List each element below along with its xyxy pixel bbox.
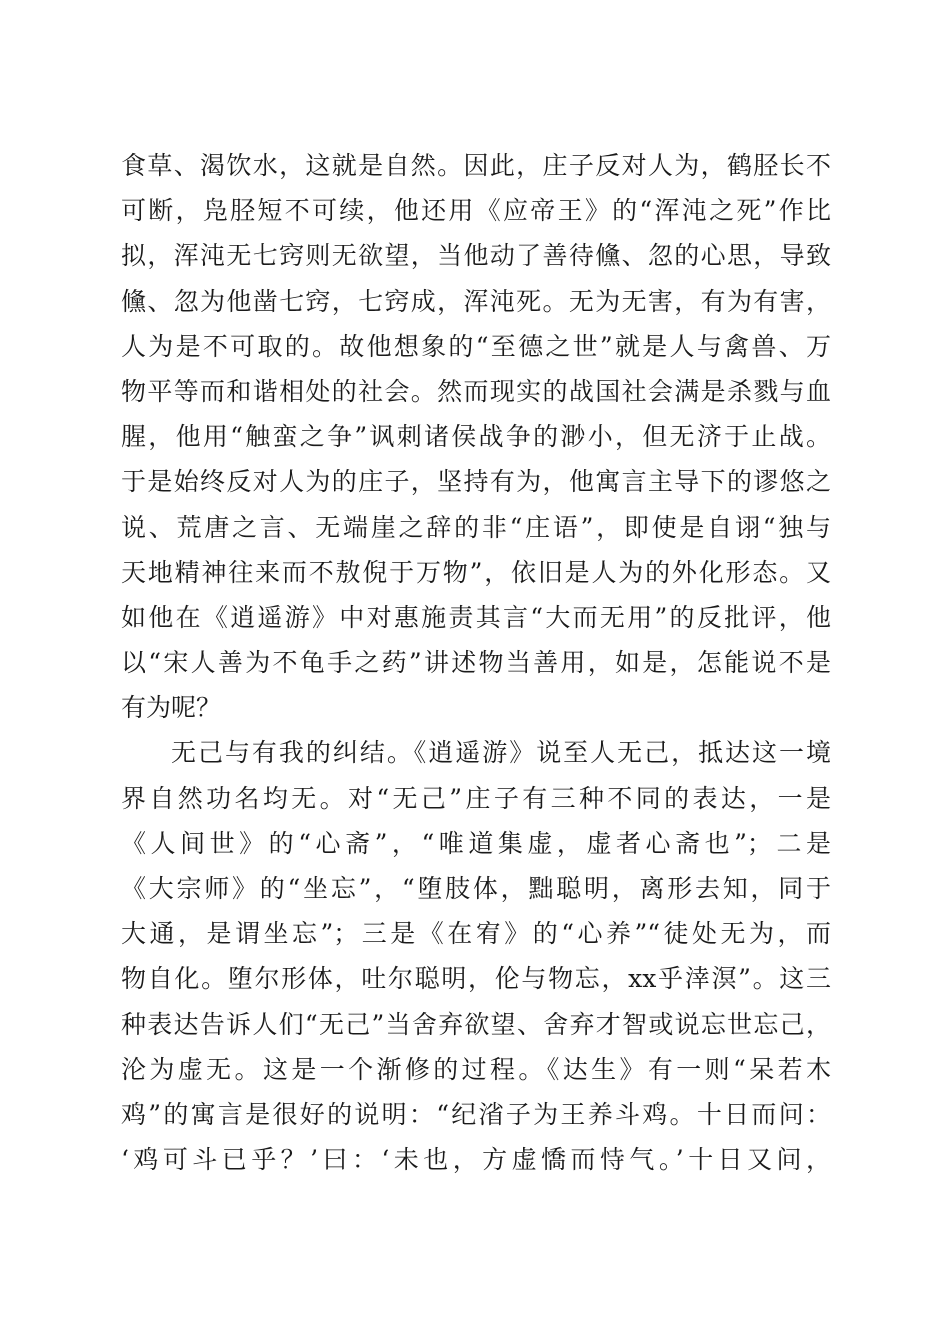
text-line: 物自化。堕尔形体，吐尔聪明，伦与物忘，xx乎涬溟”。这三 [121, 964, 831, 994]
text-line: 如他在《逍遥游》中对惠施责其言“大而无用”的反批评，他 [121, 602, 831, 632]
text-line: 种表达告诉人们“无己”当舍弃欲望、舍弃才智或说忘世忘己， [121, 1009, 831, 1039]
text-line: 以“宋人善为不龟手之药”讲述物当善用，如是，怎能说不是 [121, 648, 831, 678]
text-line: ‘鸡可斗已乎？’曰：‘未也，方虚憍而恃气。’十日又问， [121, 1145, 831, 1175]
text-line: 界自然功名均无。对“无己”庄子有三种不同的表达，一是 [121, 783, 831, 813]
text-line: 说、荒唐之言、无端崖之辞的非“庄语”，即使是自诩“独与 [121, 512, 831, 542]
paragraph-start-line: 无己与有我的纠结。《逍遥游》说至人无己，抵达这一境 [171, 738, 831, 768]
text-line: 可断，凫胫短不可续，他还用《应帝王》的“浑沌之死”作比 [121, 196, 831, 226]
text-line: 人为是不可取的。故他想象的“至德之世”就是人与禽兽、万 [121, 331, 831, 361]
text-line: 沦为虚无。这是一个渐修的过程。《达生》有一则“呆若木 [121, 1054, 831, 1084]
text-line: 食草、渴饮水，这就是自然。因此，庄子反对人为，鹤胫长不 [121, 151, 831, 180]
text-line: 于是始终反对人为的庄子，坚持有为，他寓言主导下的谬悠之 [121, 467, 831, 497]
body-text [121, 143, 831, 1182]
text-line: 儵、忽为他凿七窍，七窍成，浑沌死。无为无害，有为有害， [121, 286, 831, 316]
text-line: 《大宗师》的“坐忘”，“堕肢体，黜聪明，离形去知，同于 [121, 874, 831, 903]
text-line: 《人间世》的“心斋”，“唯道集虚，虚者心斋也”；二是 [121, 828, 831, 858]
text-line: 有为呢？ [121, 693, 222, 723]
text-line: 物平等而和谐相处的社会。然而现实的战国社会满是杀戮与血 [121, 376, 831, 406]
text-line: 天地精神往来而不敖倪于万物”，依旧是人为的外化形态。又 [121, 557, 831, 587]
text-line: 大通，是谓坐忘”；三是《在宥》的“心养”“徒处无为，而 [121, 919, 831, 949]
text-line: 鸡”的寓言是很好的说明：“纪渻子为王养斗鸡。十日而问： [121, 1099, 831, 1129]
text-line: 拟，浑沌无七窍则无欲望，当他动了善待儵、忽的心思，导致 [121, 241, 831, 271]
text-line: 腥，他用“触蛮之争”讽刺诸侯战争的渺小，但无济于止战。 [121, 422, 831, 452]
